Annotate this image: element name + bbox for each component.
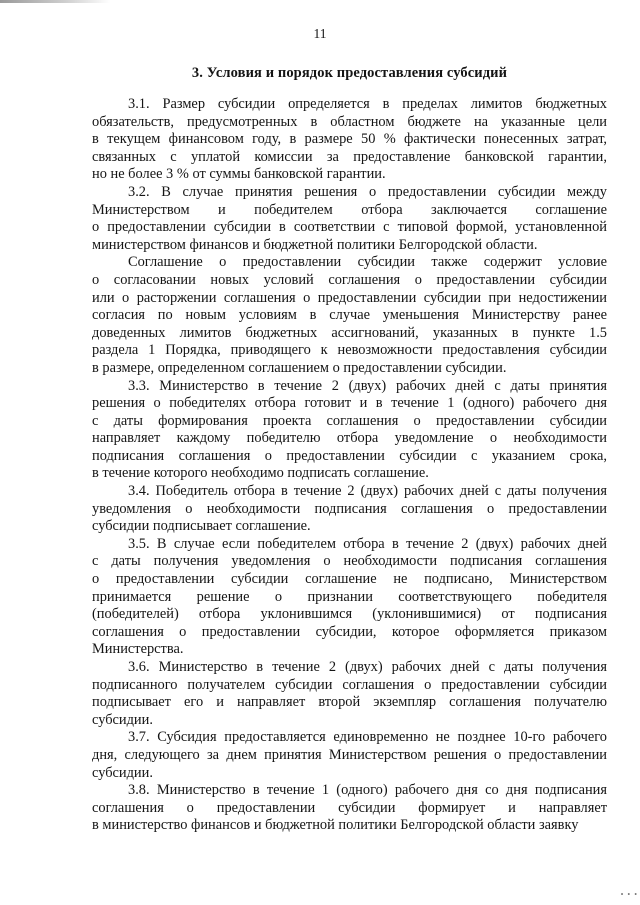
text-line: соглашения о предоставлении субсидии формирует и направляет [92,799,607,816]
paragraph-3-2 [92,184,607,254]
text-line: 3.8. Министерство в течение 1 (одного) рабочего дня со дня подписания [128,782,607,799]
text-line: Соглашение о предоставлении субсидии также содержит условие [128,254,607,271]
text-line: 3.4. Победитель отбора в течение 2 (двух) рабочих дней с даты получения [128,483,607,500]
text-line: раздела 1 Порядка, приводящего к невозможности предоставления субсидии [92,342,607,359]
text-line: о предоставлении субсидии соглашение не подписано, Министерством [92,571,607,588]
text-line: принимается решение о признании соответствующего победителя [92,588,607,605]
paragraph-3-1 [92,96,607,184]
text-line: решения о победителях отбора готовит и в течение 1 (одного) рабочего дня [92,395,607,412]
text-line: с даты формирования проекта соглашения о предоставлении субсидии [92,412,607,429]
text-line: в министерство финансов и бюджетной политики Белгородской области заявку [92,817,579,834]
text-line: направляет каждому победителю отбора уведомление о необходимости [92,430,607,447]
paragraph-3-3 [92,378,607,484]
text-line: о согласовании новых условий соглашения о предоставлении субсидии [92,271,607,288]
text-line: подписывает его и направляет второй экземпляр соглашения получателю [92,694,607,711]
page-number: 11 [313,26,327,41]
text-line: подписанного получателем субсидии соглашения о предоставлении субсидии [92,676,607,693]
text-line: о предоставлении субсидии в соответствии с типовой формой, установленной [92,219,607,236]
text-line: связанных с уплатой комиссии за предоставление банковской гарантии, [92,148,607,165]
text-line: доведенных лимитов бюджетных ассигнований, указанных в пункте 1.5 [92,324,607,341]
text-line: согласия по новым условиям в случае уменьшения Министерству ранее [92,307,607,324]
document-body [92,96,607,835]
text-line: в текущем финансовом году, в размере 50 % фактически понесенных затрат, [92,131,607,148]
text-line: в течение которого необходимо подписать соглашение. [92,465,429,482]
paragraph-3-5 [92,536,607,659]
text-line: 3.2. В случае принятия решения о предоставлении субсидии между [128,183,607,200]
text-line: 3.3. Министерство в течение 2 (двух) рабочих дней с даты принятия [128,377,607,394]
paragraph-3-8 [92,782,607,835]
paragraph-3-6 [92,659,607,729]
text-line: уведомления о необходимости подписания соглашения о предоставлении [92,500,607,517]
corner-mark: • • • [620,890,638,899]
text-line: Министерством и победителем отбора заключается соглашение [92,201,607,218]
text-line: 3.5. В случае если победителем отбора в течение 2 (двух) рабочих дней [128,535,607,552]
section-title: 3. Условия и порядок предоставления субсидий [191,65,508,81]
paragraph-3-7 [92,729,607,782]
text-line: 3.7. Субсидия предоставляется единовременно не позднее 10-го рабочего [128,729,607,746]
text-line: но не более 3 % от суммы банковской гарантии. [92,166,386,183]
text-line: (победителей) отбора уклонившимся (уклонившимися) от подписания [92,606,607,623]
text-line: с даты получения уведомления о необходимости подписания соглашения [92,553,607,570]
text-line: министерством финансов и бюджетной политики Белгородской области. [92,236,538,253]
text-line: 3.1. Размер субсидии определяется в пределах лимитов бюджетных [128,96,607,112]
text-line: субсидии подписывает соглашение. [92,518,311,535]
scan-edge-mark [0,0,110,3]
text-line: Министерства. [92,641,184,658]
paragraph-3-2-note [92,254,607,377]
text-line: субсидии. [92,711,153,728]
text-line: субсидии. [92,764,153,781]
text-line: или о расторжении соглашения о предоставлении субсидии при недостижении [92,289,607,306]
text-line: дня, следующего за днем принятия Министерством решения о предоставлении [92,746,607,763]
text-line: 3.6. Министерство в течение 2 (двух) рабочих дней с даты получения [128,659,607,675]
text-line: подписания соглашения о предоставлении субсидии с указанием срока, [92,447,607,464]
paragraph-3-4 [92,483,607,536]
text-line: обязательств, предусмотренных в областном бюджете на указанные цели [92,113,607,130]
text-line: соглашения о предоставлении субсидии, которое оформляется приказом [92,623,607,640]
text-line: в размере, определенном соглашением о предоставлении субсидии. [92,359,507,376]
